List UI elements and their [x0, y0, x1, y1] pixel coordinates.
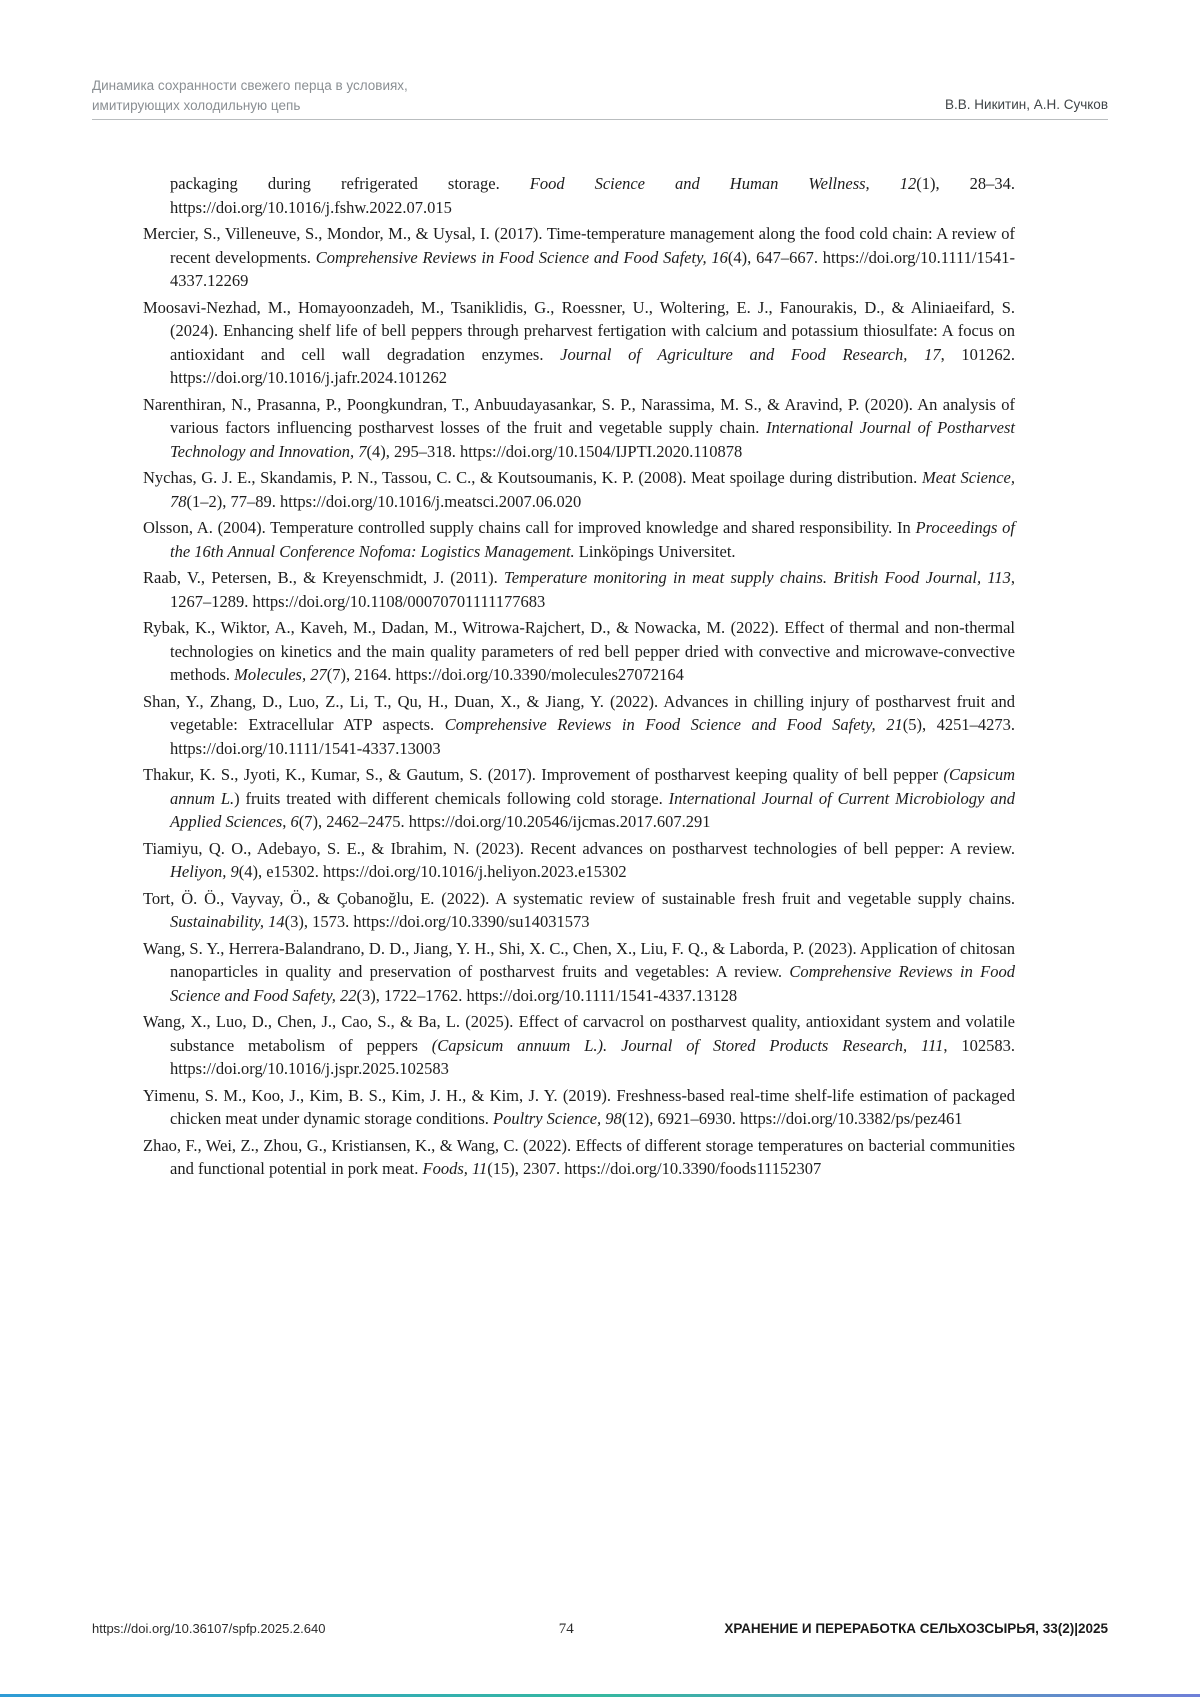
- running-title-line1: Динамика сохранности свежего перца в условиях,: [92, 78, 408, 93]
- reference-item: Wang, S. Y., Herrera-Balandrano, D. D., Jiang, Y. H., Shi, X. C., Chen, X., Liu, F. Q., & Laborda, P. (2023). Application of chitosan nanoparticles in quality and preservation of postharvest fruits and vegetables: A review. Comprehensive Reviews in Food Science and Food Safety, 22(3), 1722–1762. https://doi.org/10.1111/1541-4337.13128: [143, 938, 1015, 1005]
- reference-item: packaging during refrigerated storage. Food Science and Human Wellness, 12(1), 28–34. https://doi.org/10.1016/j.fshw.2022.07.015: [170, 174, 1015, 217]
- running-title: [92, 76, 408, 115]
- references-list: [143, 172, 1015, 1184]
- header-divider: [92, 119, 1108, 120]
- running-authors: В.В. Никитин, А.Н. Сучков: [945, 96, 1108, 112]
- running-title-line2: имитирующих холодильную цепь: [92, 97, 301, 113]
- footer-page-number: 74: [558, 1621, 574, 1637]
- reference-item: Yimenu, S. M., Koo, J., Kim, B. S., Kim, J. H., & Kim, J. Y. (2019). Freshness-based real-time shelf-life estimation of packaged chicken meat under dynamic storage conditions. Poultry Science, 98(12), 6921–6930. https://doi.org/10.3382/ps/pez461: [143, 1085, 1015, 1128]
- reference-item: Rybak, K., Wiktor, A., Kaveh, M., Dadan, M., Witrowa-Rajchert, D., & Nowacka, M. (2022). Effect of thermal and non-thermal technologies on kinetics and the main quality parameters of red bell pepper dried with convective and microwave-convective methods. Molecules, 27(7), 2164. https://doi.org/10.3390/molecules27072164: [143, 618, 1015, 684]
- reference-item: Olsson, A. (2004). Temperature controlled supply chains call for improved knowledge and shared responsibility. In Proceedings of the 16th Annual Conference Nofoma: Logistics Management. Linköpings Universitet.: [143, 518, 1015, 561]
- footer-doi: https://doi.org/10.36107/spfp.2025.2.640: [92, 1621, 326, 1636]
- reference-item: Narenthiran, N., Prasanna, P., Poongkundran, T., Anbuudayasankar, S. P., Narassima, M. S., & Aravind, P. (2020). An analysis of various factors influencing postharvest losses of the fruit and vegetable supply chain. International Journal of Postharvest Technology and Innovation, 7(4), 295–318. https://doi.org/10.1504/IJPTI.2020.110878: [143, 394, 1015, 461]
- reference-item: Moosavi-Nezhad, M., Homayoonzadeh, M., Tsaniklidis, G., Roessner, U., Woltering, E. J., Fanourakis, D., & Aliniaeifard, S. (2024). Enhancing shelf life of bell peppers through preharvest fertigation with calcium and potassium thiosulfate: A focus on antioxidant and cell wall degradation enzymes. Journal of Agriculture and Food Research, 17, 101262. https://doi.org/10.1016/j.jafr.2024.101262: [143, 297, 1016, 387]
- running-header: [92, 76, 1108, 115]
- reference-item: Nychas, G. J. E., Skandamis, P. N., Tassou, C. C., & Koutsoumanis, K. P. (2008). Meat spoilage during distribution. Meat Science, 78(1–2), 77–89. https://doi.org/10.1016/j.meatsci.2007.06.020: [143, 468, 1016, 511]
- reference-item: Wang, X., Luo, D., Chen, J., Cao, S., & Ba, L. (2025). Effect of carvacrol on postharvest quality, antioxidant system and volatile substance metabolism of peppers (Capsicum annuum L.). Journal of Stored Products Research, 111, 102583. https://doi.org/10.1016/j.jspr.2025.102583: [143, 1012, 1015, 1078]
- reference-item: Raab, V., Petersen, B., & Kreyenschmidt, J. (2011). Temperature monitoring in meat supply chains. British Food Journal, 113, 1267–1289. https://doi.org/10.1108/00070701111177683: [143, 568, 1016, 611]
- reference-item: Tiamiyu, Q. O., Adebayo, S. E., & Ibrahim, N. (2023). Recent advances on postharvest technologies of bell pepper: A review. Heliyon, 9(4), e15302. https://doi.org/10.1016/j.heliyon.2023.e15302: [143, 838, 1015, 881]
- reference-item: Mercier, S., Villeneuve, S., Mondor, M., & Uysal, I. (2017). Time-temperature management along the food cold chain: A review of recent developments. Comprehensive Reviews in Food Science and Food Safety, 16(4), 647–667. https://doi.org/10.1111/1541-4337.12269: [143, 224, 1015, 290]
- reference-item: Shan, Y., Zhang, D., Luo, Z., Li, T., Qu, H., Duan, X., & Jiang, Y. (2022). Advances in chilling injury of postharvest fruit and vegetable: Extracellular ATP aspects. Comprehensive Reviews in Food Science and Food Safety, 21(5), 4251–4273. https://doi.org/10.1111/1541-4337.13003: [143, 691, 1015, 758]
- reference-item: Thakur, K. S., Jyoti, K., Kumar, S., & Gautum, S. (2017). Improvement of postharvest keeping quality of bell pepper (Capsicum annum L.) fruits treated with different chemicals following cold storage. International Journal of Current Microbiology and Applied Sciences, 6(7), 2462–2475. https://doi.org/10.20546/ijcmas.2017.607.291: [143, 765, 1015, 831]
- footer-journal: ХРАНЕНИЕ И ПЕРЕРАБОТКА СЕЛЬХОЗСЫРЬЯ, 33(2)|2025: [724, 1621, 1109, 1636]
- page-footer: [92, 1621, 1108, 1638]
- reference-item: Tort, Ö. Ö., Vayvay, Ö., & Çobanoğlu, E. (2022). A systematic review of sustainable fresh fruit and vegetable supply chains. Sustainability, 14(3), 1573. https://doi.org/10.3390/su14031573: [143, 888, 1015, 931]
- reference-item: Zhao, F., Wei, Z., Zhou, G., Kristiansen, K., & Wang, C. (2022). Effects of different storage temperatures on bacterial communities and functional potential in pork meat. Foods, 11(15), 2307. https://doi.org/10.3390/foods11152307: [143, 1135, 1015, 1178]
